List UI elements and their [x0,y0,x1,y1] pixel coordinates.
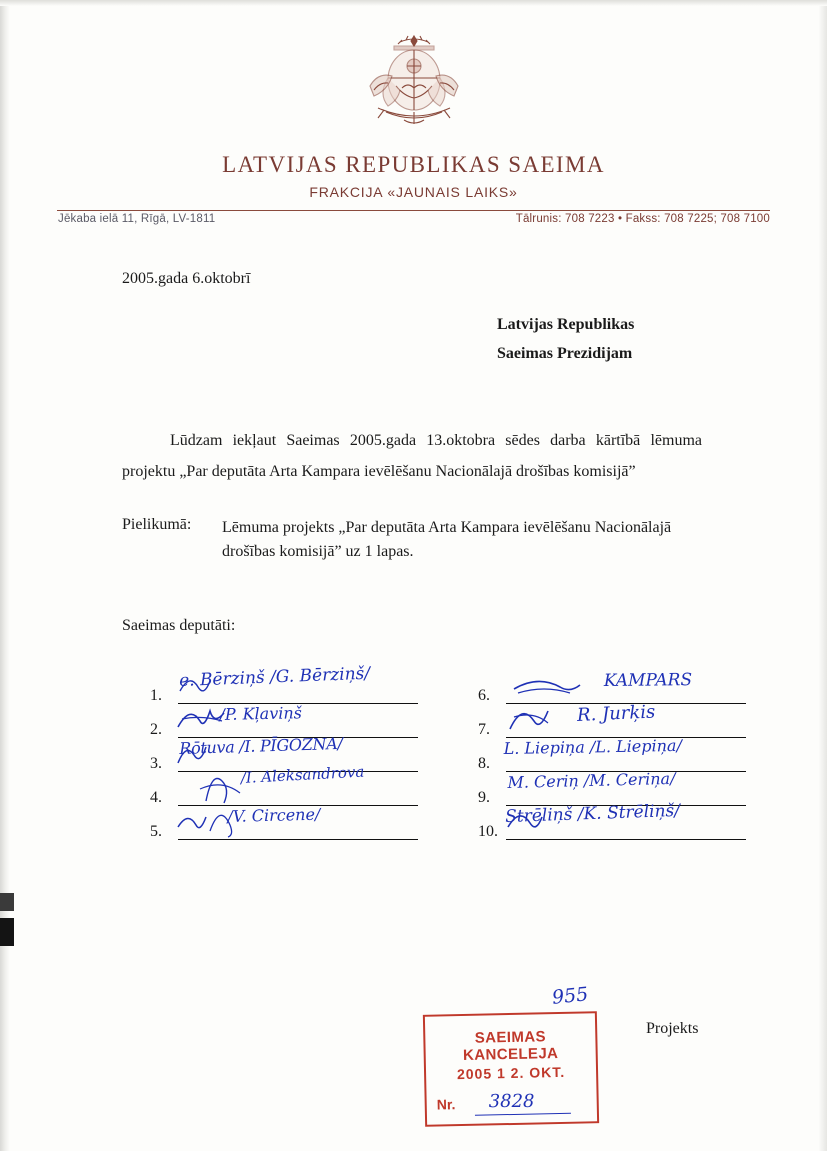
signature-name: KAMPARS [603,670,693,692]
page-edge-top [0,0,827,6]
stamp-nr-label: Nr. [436,1096,456,1113]
signature-name: M. Ceriņ /M. Ceriņa/ [507,768,676,793]
deputies-label: Saeimas deputāti: [122,617,236,634]
registration-stamp [423,1011,599,1127]
coat-of-arms-latvia-icon [334,28,494,138]
signature-name: e. Bērziņš /G. Bērziņš/ [178,663,371,692]
stamp-title: SAEIMAS KANCELEJA [462,1028,559,1064]
signature-name: Rōtuva /I. PĪGOZNA/ [178,733,343,759]
addressee-block [497,310,634,368]
addressee-line-2: Saeimas Prezidijam [497,345,633,362]
footer-note: Projekts [646,1020,699,1037]
signature-name: R. Jurķis [576,701,656,727]
attachment-text: Lēmuma projekts „Par deputāta Arta Kampara ievēlēšanu Nacionālajā drošības komisijā” uz 1 lapas. [222,519,672,560]
signature-number: 6. [478,687,490,704]
faction-subtitle: FRAKCIJA «JAUNAIS LAIKS» [309,184,518,200]
signature-number: 2. [150,721,162,738]
stamp-nr-value: 3828 [488,1090,535,1113]
signature-line [506,839,746,840]
signature-name: /P. Kļaviņš [219,703,303,725]
signature-name: Strēliņš /K. Strēliņš/ [504,800,681,828]
scan-artifact-lower [0,918,14,946]
handwritten-margin-number: 955 [550,983,590,1009]
signature-number: 4. [150,789,162,806]
signature-number: 7. [478,721,490,738]
signature-name: /V. Circene/ [227,804,321,827]
signature-name: /I. Aleksandrova [240,762,365,788]
phone-text: Tālrunis: 708 7223 • Fakss: 708 7225; 708 7100 [515,213,770,225]
document-date: 2005.gada 6.oktobrī [122,270,251,287]
organization-title: LATVIJAS REPUBLIKAS SAEIMA [222,152,605,177]
signature-name: L. Liepiņa /L. Liepiņa/ [503,735,683,759]
stamp-date: 2005 1 2. OKT. [456,1063,566,1083]
signature-number: 8. [478,755,490,772]
header-divider [57,210,770,211]
signature-number: 1. [150,687,162,704]
signature-number: 9. [478,789,490,806]
addressee-line-1: Latvijas Republikas [497,316,635,333]
signature-number: 3. [150,755,162,772]
signature-line [178,839,418,840]
address-text: Jēkaba ielā 11, Rīgā, LV-1811 [58,213,216,225]
signature-number: 5. [150,823,162,840]
signature-number: 10. [478,823,498,840]
stamp-nr-underline [475,1113,571,1116]
attachment-label: Pielikumā: [122,516,192,533]
body-paragraph: Lūdzam iekļaut Saeimas 2005.gada 13.oktobra sēdes darba kārtībā lēmuma projektu „Par deputāta Arta Kampara ievēlēšanu Nacionālajā drošības komisijā” [122,432,702,480]
scan-artifact-upper [0,893,14,911]
